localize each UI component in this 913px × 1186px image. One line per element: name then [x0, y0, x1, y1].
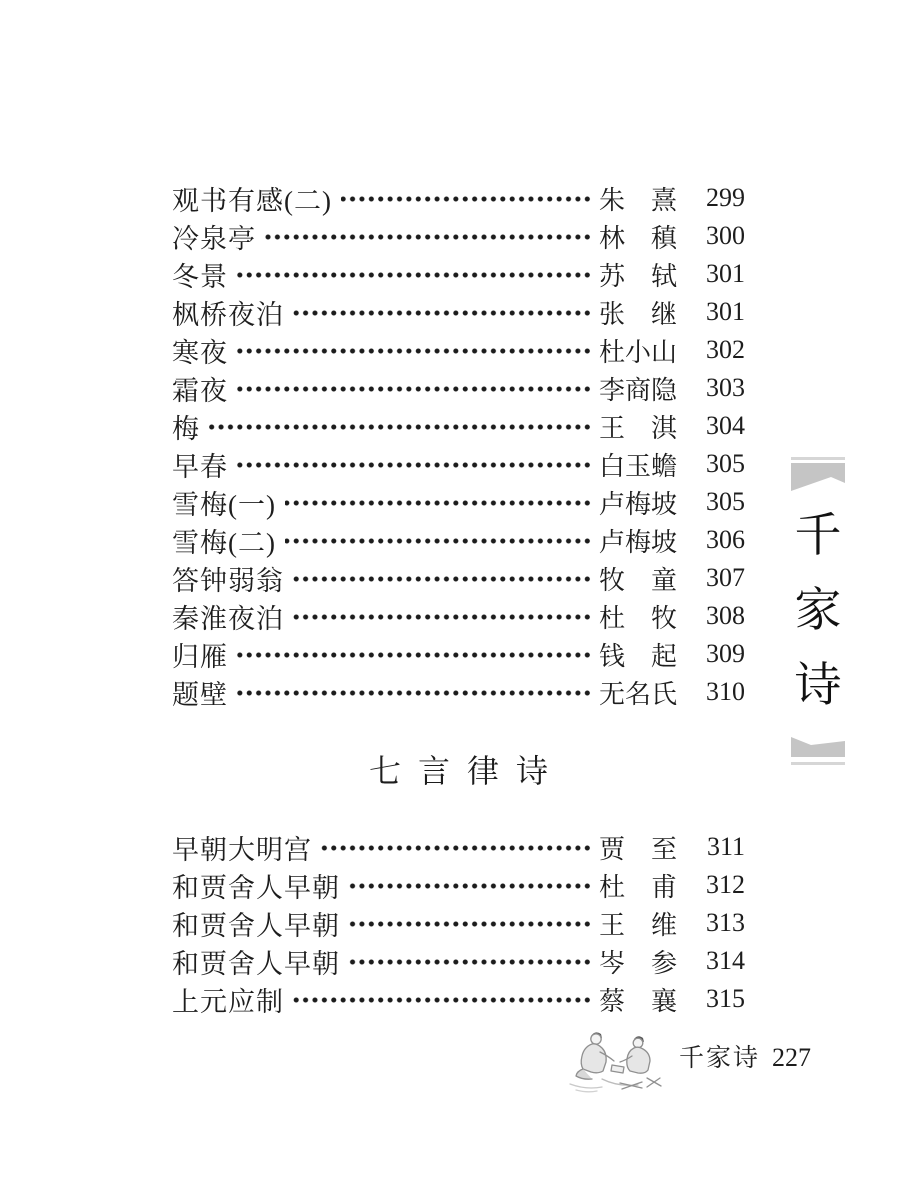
tab-bottom-line — [791, 762, 845, 765]
author-char: 白 — [599, 451, 626, 481]
author-char: 山 — [651, 337, 678, 367]
dot-leader — [321, 843, 592, 853]
author-name — [599, 560, 677, 597]
author-name — [599, 484, 677, 521]
toc-entry — [172, 483, 745, 521]
author-char: 坡 — [651, 489, 678, 519]
author-char: 蟾 — [651, 451, 678, 481]
toc-entry — [172, 828, 745, 866]
poem-title: 观书有感(二) — [172, 185, 332, 216]
author-char: 钱 — [599, 641, 626, 671]
page-number: 303 — [706, 373, 745, 402]
footer — [679, 1043, 811, 1074]
toc-entry — [172, 293, 745, 331]
poem-title: 雪梅(一) — [172, 489, 276, 520]
author-char: 起 — [650, 641, 677, 671]
section-header: 七言律诗 — [368, 753, 565, 789]
author-char: 朱 — [599, 185, 626, 215]
poem-title: 和贾舍人早朝 — [172, 910, 340, 941]
author-name — [599, 905, 677, 942]
footer-page-number: 227 — [772, 1043, 812, 1072]
page-number: 306 — [706, 525, 745, 554]
dot-leader — [293, 308, 592, 318]
toc-entry — [172, 866, 745, 904]
page-number: 312 — [706, 870, 745, 899]
poem-title: 冬景 — [172, 261, 228, 292]
toc-entry — [172, 445, 745, 483]
dot-leader — [237, 384, 592, 394]
author-name — [599, 294, 677, 331]
tab-top-line — [791, 457, 845, 460]
poem-title: 答钟弱翁 — [172, 565, 284, 596]
poem-title: 上元应制 — [172, 986, 284, 1017]
author-char: 隐 — [651, 375, 678, 405]
author-char: 继 — [650, 299, 677, 329]
tab-top-ribbon-icon — [791, 463, 845, 491]
poem-title: 早朝大明宫 — [172, 834, 312, 865]
author-char: 苏 — [599, 261, 626, 291]
toc-entry — [172, 255, 745, 293]
poem-title: 早春 — [172, 451, 228, 482]
toc-entry — [172, 904, 745, 942]
author-char: 氏 — [651, 679, 678, 709]
author-name — [599, 636, 677, 673]
author-name — [599, 522, 677, 559]
author-char: 贾 — [599, 834, 626, 864]
author-char: 牧 — [650, 603, 677, 633]
toc-entry — [172, 559, 745, 597]
page-number: 310 — [706, 677, 745, 706]
author-name — [599, 598, 677, 635]
author-char: 参 — [650, 948, 677, 978]
poem-title: 枫桥夜泊 — [172, 299, 284, 330]
author-char: 岑 — [599, 948, 626, 978]
tab-bottom-ribbon-icon — [791, 734, 845, 758]
author-char: 童 — [650, 565, 677, 595]
author-char: 杜 — [599, 603, 626, 633]
author-name — [599, 867, 677, 904]
author-char: 维 — [650, 910, 677, 940]
dot-leader — [341, 194, 592, 204]
toc-entry — [172, 369, 745, 407]
author-char: 林 — [599, 223, 626, 253]
poem-title: 秦淮夜泊 — [172, 603, 284, 634]
poem-title: 寒夜 — [172, 337, 228, 368]
dot-leader — [237, 346, 592, 356]
author-name — [599, 829, 677, 866]
author-char: 熹 — [650, 185, 677, 215]
author-char: 甫 — [650, 872, 677, 902]
page-number: 302 — [706, 335, 745, 364]
toc-entry — [172, 407, 745, 445]
dot-leader — [285, 536, 592, 546]
author-char: 小 — [625, 337, 652, 367]
toc-entry — [172, 942, 745, 980]
author-char: 淇 — [650, 413, 677, 443]
author-char: 轼 — [650, 261, 677, 291]
author-name — [599, 256, 677, 293]
author-char: 蔡 — [599, 986, 626, 1016]
page-number: 307 — [706, 563, 745, 592]
author-char: 玉 — [625, 451, 652, 481]
author-char: 稹 — [650, 223, 677, 253]
toc-entry — [172, 179, 745, 217]
dot-leader — [237, 688, 592, 698]
page-number: 305 — [706, 487, 745, 516]
author-char: 坡 — [651, 527, 678, 557]
author-char: 王 — [599, 910, 626, 940]
author-char: 牧 — [599, 565, 626, 595]
page-number: 313 — [706, 908, 745, 937]
dot-leader — [349, 957, 592, 967]
dot-leader — [237, 650, 592, 660]
page-number: 315 — [706, 984, 745, 1013]
author-char: 杜 — [599, 337, 626, 367]
toc-entry — [172, 521, 745, 559]
dot-leader — [293, 995, 592, 1005]
dot-leader — [265, 232, 592, 242]
author-name — [599, 370, 677, 407]
dot-leader — [349, 881, 592, 891]
toc-entry — [172, 673, 745, 711]
dot-leader — [285, 498, 592, 508]
author-name — [599, 180, 677, 217]
author-name — [599, 446, 677, 483]
toc-entry — [172, 980, 745, 1018]
dot-leader — [349, 919, 592, 929]
poem-title: 霜夜 — [172, 375, 228, 406]
page-number: 301 — [706, 259, 745, 288]
side-tab-char: 千 — [794, 510, 842, 562]
author-name — [599, 332, 677, 369]
author-name — [599, 981, 677, 1018]
poem-title: 和贾舍人早朝 — [172, 872, 340, 903]
page-number: 314 — [706, 946, 745, 975]
side-tab — [791, 457, 845, 769]
page-number: 304 — [706, 411, 745, 440]
author-char: 梅 — [625, 527, 652, 557]
poem-title: 梅 — [172, 413, 200, 444]
toc-entry — [172, 217, 745, 255]
poem-title: 归雁 — [172, 641, 228, 672]
author-char: 无 — [599, 679, 626, 709]
page-number: 309 — [706, 639, 745, 668]
toc-entry — [172, 331, 745, 369]
toc — [172, 179, 745, 1018]
author-name — [599, 218, 677, 255]
page-number: 305 — [706, 449, 745, 478]
side-tab-char: 家 — [794, 585, 842, 637]
poem-title: 雪梅(二) — [172, 527, 276, 558]
author-char: 张 — [599, 299, 626, 329]
author-char: 李 — [599, 375, 626, 405]
footer-illustration — [562, 1026, 680, 1098]
poem-title: 题壁 — [172, 679, 228, 710]
author-char: 杜 — [599, 872, 626, 902]
side-tab-chars — [785, 499, 851, 724]
author-char: 王 — [599, 413, 626, 443]
page-number: 299 — [706, 183, 745, 212]
author-char: 梅 — [625, 489, 652, 519]
author-char: 名 — [625, 679, 652, 709]
author-name — [599, 943, 677, 980]
toc-entry — [172, 597, 745, 635]
page-number: 301 — [706, 297, 745, 326]
author-char: 至 — [650, 834, 677, 864]
page-number: 311 — [706, 832, 745, 861]
toc-entry — [172, 635, 745, 673]
author-char: 襄 — [650, 986, 677, 1016]
poem-title: 冷泉亭 — [172, 223, 256, 254]
author-char: 卢 — [599, 527, 626, 557]
author-name — [599, 408, 677, 445]
dot-leader — [237, 460, 592, 470]
poem-title: 和贾舍人早朝 — [172, 948, 340, 979]
author-name — [599, 674, 677, 711]
page-number: 308 — [706, 601, 745, 630]
dot-leader — [237, 270, 592, 280]
dot-leader — [293, 612, 592, 622]
dot-leader — [293, 574, 592, 584]
author-char: 卢 — [599, 489, 626, 519]
author-char: 商 — [625, 375, 652, 405]
footer-book-title: 千家诗 — [679, 1045, 761, 1072]
dot-leader — [209, 422, 592, 432]
side-tab-char: 诗 — [794, 660, 842, 712]
page-number: 300 — [706, 221, 745, 250]
